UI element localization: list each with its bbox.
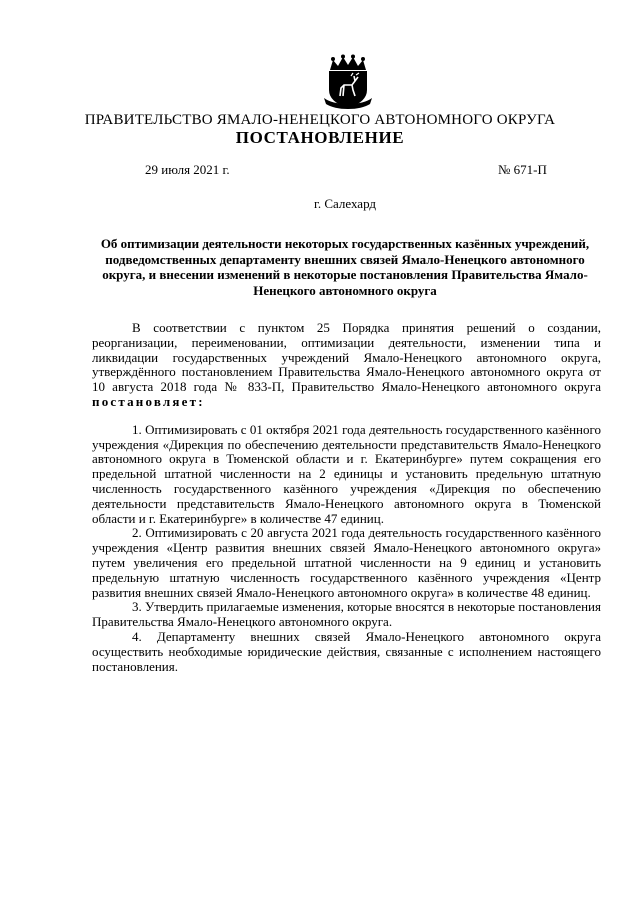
item-2: 2. Оптимизировать с 20 августа 2021 года деятельность государственного казённого учреждения «Центр развития внешних связей Ямало-Ненецкого автономного округа» путем увеличения его предельной штатной численности на 9 единиц и установить предельную штатную численность государственного казённого учреждения «Центр развития внешних связей Ямало-Ненецкого автономного округа» в количестве 48 единиц. [92,525,601,600]
preamble-text: В соответствии с пунктом 25 Порядка принятия решений о создании, реорганизации, переименовании, оптимизации деятельности, изменении типа и ликвидации государственных учреждений Ямало-Ненецкого автономного округа, утверждённого постановлением Правительства Ямало-Ненецкого автономного округа от 10 августа 2018 года № 833-П, Правительство Ямало-Ненецкого автономного округа [92,320,601,395]
preamble-paragraph [92,321,601,410]
item-1: 1. Оптимизировать с 01 октября 2021 года деятельность государственного казённого учреждения «Дирекция по обеспечению деятельности представительств Ямало-Ненецкого автономного округа в Тюменской области и г. Екатеринбурге» путем сокращения его предельной штатной численности на 2 единицы и установить предельную штатную численность государственного казённого учреждения «Дирекция по обеспечению деятельности представительств Ямало-Ненецкого автономного округа в Тюменской области и г. Екатеринбурге» в количестве 47 единиц. [92,421,601,526]
document-body [92,321,601,674]
city-name: г. Салехард [313,196,377,211]
document-date: 29 июля 2021 г. [145,162,230,177]
document-type: ПОСТАНОВЛЕНИЕ [235,128,405,147]
item-4: 4. Департаменту внешних связей Ямало-Ненецкого автономного округа осуществить необходимые юридические действия, связанные с исполнением настоящего постановления. [92,628,601,674]
document-title: Об оптимизации деятельности некоторых государственных казённых учреждений, подведомственных департаменту внешних связей Ямало-Ненецкого автономного округа, и внесении изменений в некоторые постановления Правительства Ямало-Ненецкого автономного округа [100,236,590,298]
coat-of-arms-emblem [322,54,374,110]
government-name: ПРАВИТЕЛЬСТВО ЯМАЛО-НЕНЕЦКОГО АВТОНОМНОГО ОКРУГА [84,112,556,128]
decree-word: постановляет: [92,393,205,409]
item-3: 3. Утвердить прилагаемые изменения, которые вносятся в некоторые постановления Правительства Ямало-Ненецкого автономного округа. [92,599,601,630]
document-number: № 671-П [498,162,547,177]
